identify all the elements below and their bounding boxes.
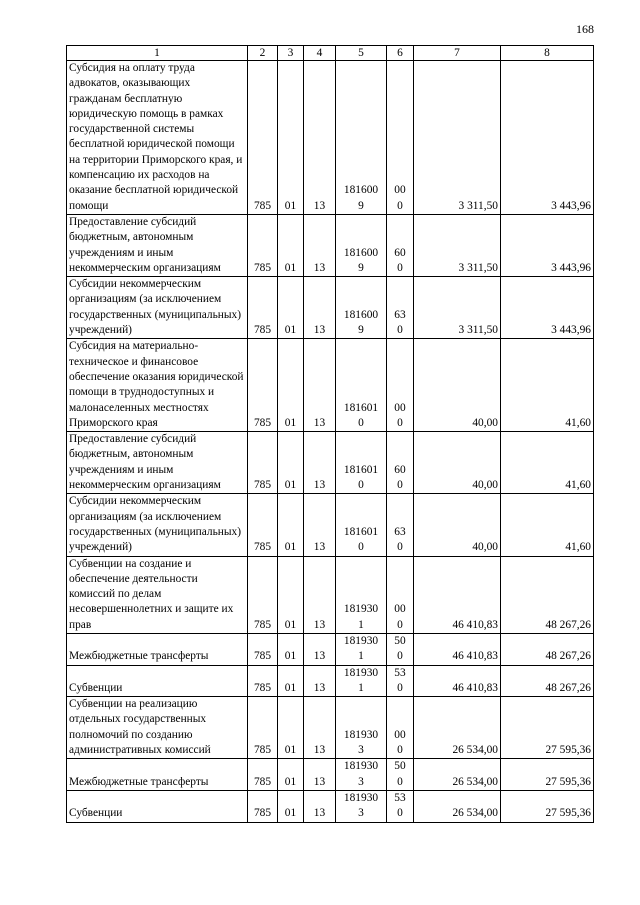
row-name: Субвенции на создание и обеспечение деятельности комиссий по делам несовершеннолетних и защите их прав: [67, 556, 248, 633]
row-name: Субвенции: [67, 790, 248, 822]
expense-type-part1: 00: [394, 401, 406, 414]
expense-type-part1: 53: [394, 666, 406, 679]
table-row: [67, 432, 594, 494]
cell-expense-type: [387, 61, 414, 215]
cell-target-article: [336, 697, 387, 759]
expense-type-part2: 0: [397, 807, 403, 820]
expense-type-part2: 0: [397, 681, 403, 694]
expense-type-part1: 63: [394, 525, 406, 538]
target-article-part2: 0: [358, 479, 364, 492]
cell-section-code: 01: [278, 697, 304, 759]
expense-type-part2: 0: [397, 618, 403, 631]
cell-ministry-code: 785: [248, 494, 278, 556]
cell-amount-year2: 27 595,36: [501, 697, 594, 759]
cell-expense-type: [387, 556, 414, 633]
cell-ministry-code: 785: [248, 339, 278, 432]
target-article-part2: 9: [358, 199, 364, 212]
table-row: [67, 665, 594, 697]
cell-expense-type: [387, 277, 414, 339]
cell-section-code: 01: [278, 556, 304, 633]
cell-section-code: 01: [278, 759, 304, 791]
row-name: Субсидия на оплату труда адвокатов, оказывающих гражданам бесплатную юридическую помощь в рамках государственной системы бесплатной юридической помощи на территории Приморского края, и компенсацию их расходов на оказание бесплатной юридической помощи: [67, 61, 248, 215]
target-article-part2: 3: [358, 807, 364, 820]
cell-subsection-code: 13: [304, 697, 336, 759]
expense-type-part2: 0: [397, 261, 403, 274]
column-header: 5: [336, 46, 387, 61]
cell-ministry-code: 785: [248, 61, 278, 215]
cell-expense-type: [387, 339, 414, 432]
expense-type-part2: 0: [397, 650, 403, 663]
cell-section-code: 01: [278, 214, 304, 276]
expense-type-part2: 0: [397, 324, 403, 337]
cell-subsection-code: 13: [304, 432, 336, 494]
cell-amount-year1: 3 311,50: [414, 214, 501, 276]
cell-ministry-code: 785: [248, 665, 278, 697]
budget-table: [66, 45, 594, 823]
cell-amount-year1: 40,00: [414, 339, 501, 432]
cell-expense-type: [387, 665, 414, 697]
cell-amount-year1: 3 311,50: [414, 61, 501, 215]
cell-expense-type: [387, 697, 414, 759]
cell-subsection-code: 13: [304, 556, 336, 633]
expense-type-part2: 0: [397, 775, 403, 788]
cell-ministry-code: 785: [248, 697, 278, 759]
expense-type-part2: 0: [397, 199, 403, 212]
cell-amount-year2: 41,60: [501, 339, 594, 432]
cell-amount-year2: 48 267,26: [501, 633, 594, 665]
target-article-part1: 181601: [343, 463, 379, 476]
cell-subsection-code: 13: [304, 759, 336, 791]
column-header: 1: [67, 46, 248, 61]
cell-ministry-code: 785: [248, 277, 278, 339]
cell-section-code: 01: [278, 494, 304, 556]
target-article-part1: 181601: [343, 525, 379, 538]
expense-type-part1: 60: [394, 246, 406, 259]
cell-amount-year2: 48 267,26: [501, 665, 594, 697]
target-article-part2: 0: [358, 416, 364, 429]
cell-section-code: 01: [278, 339, 304, 432]
target-article-part2: 9: [358, 324, 364, 337]
cell-section-code: 01: [278, 633, 304, 665]
row-name: Субсидии некоммерческим организациям (за исключением государственных (муниципальных) учреждений): [67, 494, 248, 556]
cell-target-article: [336, 432, 387, 494]
target-article-part2: 9: [358, 261, 364, 274]
expense-type-part1: 53: [394, 791, 406, 804]
cell-target-article: [336, 277, 387, 339]
cell-target-article: [336, 556, 387, 633]
target-article-part1: 181600: [343, 246, 379, 259]
cell-amount-year2: 27 595,36: [501, 790, 594, 822]
cell-subsection-code: 13: [304, 61, 336, 215]
target-article-part1: 181930: [343, 760, 379, 773]
row-name: Субвенции на реализацию отдельных государственных полномочий по созданию административных комиссий: [67, 697, 248, 759]
table-row: [67, 790, 594, 822]
cell-amount-year1: 46 410,83: [414, 633, 501, 665]
target-article-part1: 181930: [343, 634, 379, 647]
cell-expense-type: [387, 432, 414, 494]
row-name: Субсидия на материально-техническое и финансовое обеспечение оказания юридической помощи в труднодоступных и малонаселенных местностях Приморского края: [67, 339, 248, 432]
cell-amount-year2: 41,60: [501, 432, 594, 494]
target-article-part2: 1: [358, 650, 364, 663]
target-article-part1: 181600: [343, 184, 379, 197]
table-row: [67, 697, 594, 759]
column-header: 2: [248, 46, 278, 61]
cell-expense-type: [387, 633, 414, 665]
target-article-part2: 1: [358, 681, 364, 694]
cell-ministry-code: 785: [248, 633, 278, 665]
table-row: [67, 277, 594, 339]
column-header: 7: [414, 46, 501, 61]
table-row: [67, 759, 594, 791]
cell-subsection-code: 13: [304, 277, 336, 339]
expense-type-part1: 50: [394, 634, 406, 647]
cell-section-code: 01: [278, 790, 304, 822]
target-article-part2: 1: [358, 618, 364, 631]
row-name: Субсидии некоммерческим организациям (за исключением государственных (муниципальных) учреждений): [67, 277, 248, 339]
expense-type-part2: 0: [397, 744, 403, 757]
expense-type-part1: 60: [394, 463, 406, 476]
cell-ministry-code: 785: [248, 214, 278, 276]
cell-subsection-code: 13: [304, 790, 336, 822]
cell-ministry-code: 785: [248, 556, 278, 633]
expense-type-part2: 0: [397, 479, 403, 492]
cell-target-article: [336, 494, 387, 556]
table-row: [67, 339, 594, 432]
row-name: Межбюджетные трансферты: [67, 633, 248, 665]
cell-amount-year2: 3 443,96: [501, 214, 594, 276]
column-header: 6: [387, 46, 414, 61]
cell-ministry-code: 785: [248, 759, 278, 791]
cell-amount-year1: 26 534,00: [414, 790, 501, 822]
cell-amount-year1: 46 410,83: [414, 665, 501, 697]
cell-section-code: 01: [278, 432, 304, 494]
cell-amount-year1: 26 534,00: [414, 759, 501, 791]
cell-section-code: 01: [278, 665, 304, 697]
row-name: Межбюджетные трансферты: [67, 759, 248, 791]
target-article-part1: 181930: [343, 603, 379, 616]
column-header: 8: [501, 46, 594, 61]
cell-amount-year2: 27 595,36: [501, 759, 594, 791]
cell-expense-type: [387, 214, 414, 276]
target-article-part2: 3: [358, 775, 364, 788]
table-row: [67, 633, 594, 665]
cell-target-article: [336, 61, 387, 215]
table-row: [67, 556, 594, 633]
expense-type-part1: 63: [394, 308, 406, 321]
cell-target-article: [336, 339, 387, 432]
cell-section-code: 01: [278, 277, 304, 339]
cell-expense-type: [387, 759, 414, 791]
cell-amount-year1: 40,00: [414, 432, 501, 494]
row-name: Предоставление субсидий бюджетным, автономным учреждениям и иным некоммерческим организациям: [67, 432, 248, 494]
target-article-part1: 181930: [343, 728, 379, 741]
expense-type-part1: 50: [394, 760, 406, 773]
cell-subsection-code: 13: [304, 494, 336, 556]
expense-type-part2: 0: [397, 416, 403, 429]
target-article-part1: 181930: [343, 666, 379, 679]
target-article-part1: 181930: [343, 791, 379, 804]
target-article-part1: 181601: [343, 401, 379, 414]
cell-target-article: [336, 633, 387, 665]
cell-subsection-code: 13: [304, 214, 336, 276]
cell-subsection-code: 13: [304, 633, 336, 665]
row-name: Предоставление субсидий бюджетным, автономным учреждениям и иным некоммерческим организациям: [67, 214, 248, 276]
cell-amount-year1: 46 410,83: [414, 556, 501, 633]
cell-subsection-code: 13: [304, 339, 336, 432]
target-article-part2: 3: [358, 744, 364, 757]
target-article-part2: 0: [358, 541, 364, 554]
cell-target-article: [336, 665, 387, 697]
table-row: [67, 61, 594, 215]
row-name: Субвенции: [67, 665, 248, 697]
cell-ministry-code: 785: [248, 432, 278, 494]
cell-target-article: [336, 759, 387, 791]
cell-target-article: [336, 214, 387, 276]
cell-amount-year2: 3 443,96: [501, 277, 594, 339]
table-row: [67, 494, 594, 556]
cell-amount-year2: 3 443,96: [501, 61, 594, 215]
cell-amount-year2: 41,60: [501, 494, 594, 556]
cell-ministry-code: 785: [248, 790, 278, 822]
cell-section-code: 01: [278, 61, 304, 215]
page-number: 168: [576, 22, 594, 36]
cell-amount-year2: 48 267,26: [501, 556, 594, 633]
target-article-part1: 181600: [343, 308, 379, 321]
column-header: 4: [304, 46, 336, 61]
expense-type-part1: 00: [394, 603, 406, 616]
table-row: [67, 214, 594, 276]
column-header: 3: [278, 46, 304, 61]
expense-type-part1: 00: [394, 184, 406, 197]
cell-expense-type: [387, 494, 414, 556]
expense-type-part1: 00: [394, 728, 406, 741]
expense-type-part2: 0: [397, 541, 403, 554]
cell-subsection-code: 13: [304, 665, 336, 697]
cell-target-article: [336, 790, 387, 822]
cell-amount-year1: 40,00: [414, 494, 501, 556]
cell-expense-type: [387, 790, 414, 822]
header-row: [67, 46, 594, 61]
cell-amount-year1: 26 534,00: [414, 697, 501, 759]
cell-amount-year1: 3 311,50: [414, 277, 501, 339]
